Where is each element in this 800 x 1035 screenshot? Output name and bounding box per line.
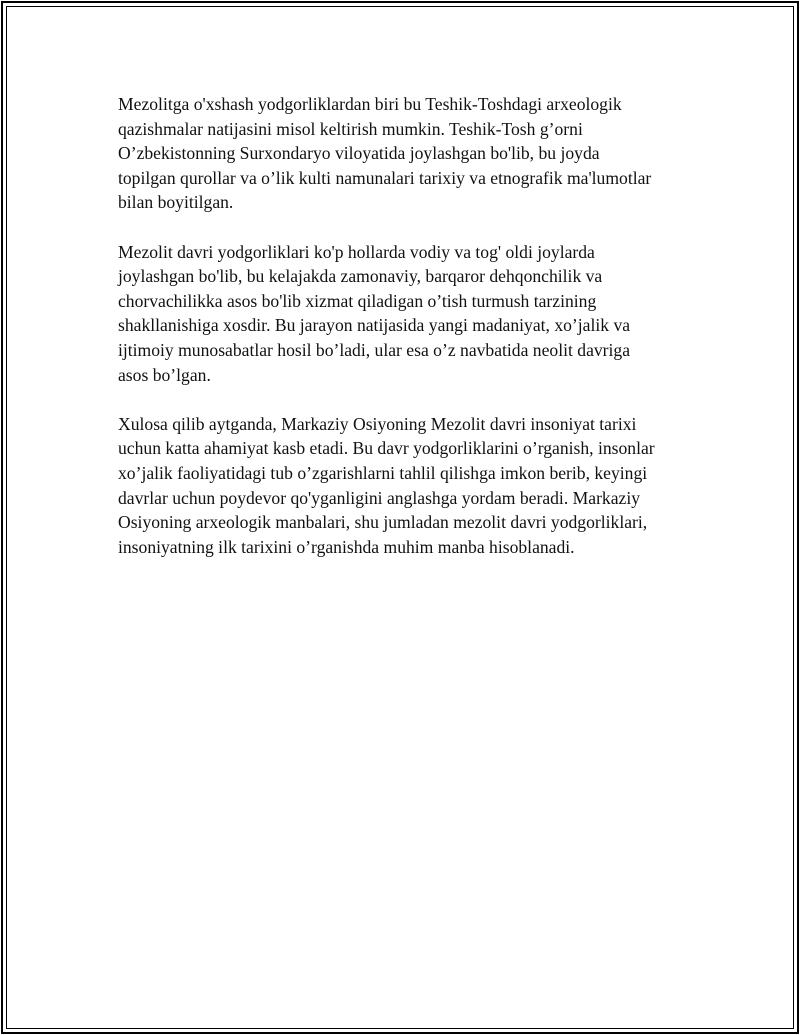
text-line: Xulosa qilib aytganda, Markaziy Osiyoning Mezolit davri insoniyat tarixi [118, 413, 637, 434]
text-line: ijtimoiy munosabatlar hosil bo’ladi, ular esa o’z navbatida neolit davriga [118, 339, 631, 360]
paragraph-teshik-tosh [118, 92, 693, 215]
text-line: shakllanishiga xosdir. Bu jarayon natijasida yangi madaniyat, xo’jalik va [118, 315, 631, 336]
paragraph-conclusion [118, 412, 693, 560]
text-line: xo’jalik faoliyatidagi tub o’zgarishlarni tahlil qilishga imkon berib, keyingi [118, 462, 648, 483]
text-line: Mezolitga o'xshash yodgorliklardan biri bu Teshik-Toshdagi arxeologik [118, 94, 622, 114]
text-line: Mezolit davri yodgorliklari ko'p hollarda vodiy va tog' oldi joylarda [118, 241, 595, 262]
text-line: topilgan qurollar va o’lik kulti namunalari tarixiy va etnografik ma'lumotlar [118, 167, 652, 188]
document-body [118, 92, 693, 584]
text-line: qazishmalar natijasini misol keltirish mumkin. Teshik-Tosh g’orni [118, 118, 583, 139]
text-line: bilan boyitilgan. [118, 192, 234, 213]
paragraph-mezolit-monuments [118, 240, 693, 388]
text-line: uchun katta ahamiyat kasb etadi. Bu davr yodgorliklarini o’rganish, insonlar [118, 438, 655, 459]
text-line: asos bo’lgan. [118, 364, 211, 385]
text-line: insoniyatning ilk tarixini o’rganishda muhim manba hisoblanadi. [118, 536, 575, 557]
text-line: Osiyoning arxeologik manbalari, shu jumladan mezolit davri yodgorliklari, [118, 512, 648, 533]
text-line: joylashgan bo'lib, bu kelajakda zamonaviy, barqaror dehqonchilik va [118, 266, 603, 287]
text-line: davrlar uchun poydevor qo'yganligini anglashga yordam beradi. Markaziy [118, 487, 641, 508]
text-line: chorvachilikka asos bo'lib xizmat qiladigan o’tish turmush tarzining [118, 290, 597, 311]
text-line: O’zbekistonning Surxondaryo viloyatida joylashgan bo'lib, bu joyda [118, 143, 600, 164]
